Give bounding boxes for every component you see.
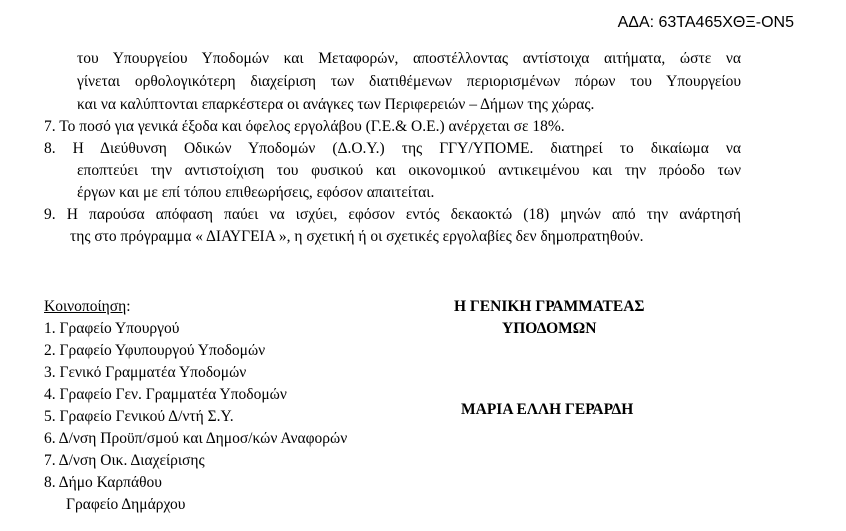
paragraph-6-line-2: γίνεται ορθολογικότερη διαχείριση των διατιθέμενων περιορισμένων πόρων του Υπουργείου [77,73,741,90]
distribution-heading-label: Κοινοποίηση [44,298,127,315]
paragraph-8-line-3: έργων και με επί τόπου επιθεωρήσεις, εφόσον απαιτείται. [77,184,435,201]
distribution-item: 1. Γραφείο Υπουργού [44,320,180,337]
distribution-heading-colon: : [126,298,131,315]
distribution-item: 6. Δ/νση Προϋπ/σμού και Δημοσ/κών Αναφορών [44,430,348,447]
distribution-item: 7. Δ/νση Οικ. Διαχείρισης [44,452,205,469]
paragraph-6-line-1: του Υπουργείου Υποδομών και Μεταφορών, αποστέλλοντας αντίστοιχα αιτήματα, ώστε να [77,50,741,67]
distribution-item: Γραφείο Δημάρχου [66,496,186,513]
paragraph-9-line-1: 9. Η παρούσα απόφαση παύει να ισχύει, εφόσον εντός δεκαοκτώ (18) μηνών από την ανάρτησή [44,206,741,223]
distribution-item: 8. Δήμο Καρπάθου [44,474,162,491]
paragraph-8-line-1: 8. Η Διεύθυνση Οδικών Υποδομών (Δ.Ο.Υ.) της ΓΓΥ/ΥΠΟΜΕ. διατηρεί το δικαίωμα να [44,140,741,157]
distribution-item: 4. Γραφείο Γεν. Γραμματέα Υποδομών [44,386,287,403]
signature-title-line-2: ΥΠΟΔΟΜΩΝ [502,320,597,337]
distribution-item: 2. Γραφείο Υφυπουργού Υποδομών [44,342,266,359]
distribution-item: 5. Γραφείο Γενικού Δ/ντή Σ.Υ. [44,408,234,425]
paragraph-6-line-3: και να καλύπτονται επαρκέστερα οι ανάγκες των Περιφερειών – Δήμων της χώρας. [77,96,595,113]
signature-title-line-1: Η ΓΕΝΙΚΗ ΓΡΑΜΜΑΤΕΑΣ [454,298,645,315]
paragraph-8-line-2: εποπτεύει την αντιστοίχιση του φυσικού και οικονομικού αντικειμένου και την πρόοδο των [77,162,741,179]
paragraph-7: 7. Το ποσό για γενικά έξοδα και όφελος εργολάβου (Γ.Ε.& Ο.Ε.) ανέρχεται σε 18%. [44,118,565,135]
ada-code: ΑΔΑ: 63ΤΑ465ΧΘΞ-ΟΝ5 [617,14,794,31]
signatory-name: ΜΑΡΙΑ ΕΛΛΗ ΓΕΡΑΡΔΗ [461,401,634,418]
distribution-heading [44,298,131,316]
paragraph-9-line-2: της στο πρόγραμμα « ΔΙΑΥΓΕΙΑ », η σχετική ή οι σχετικές εργολαβίες δεν δημοπρατηθούν. [70,228,644,245]
distribution-item: 3. Γενικό Γραμματέα Υποδομών [44,364,247,381]
